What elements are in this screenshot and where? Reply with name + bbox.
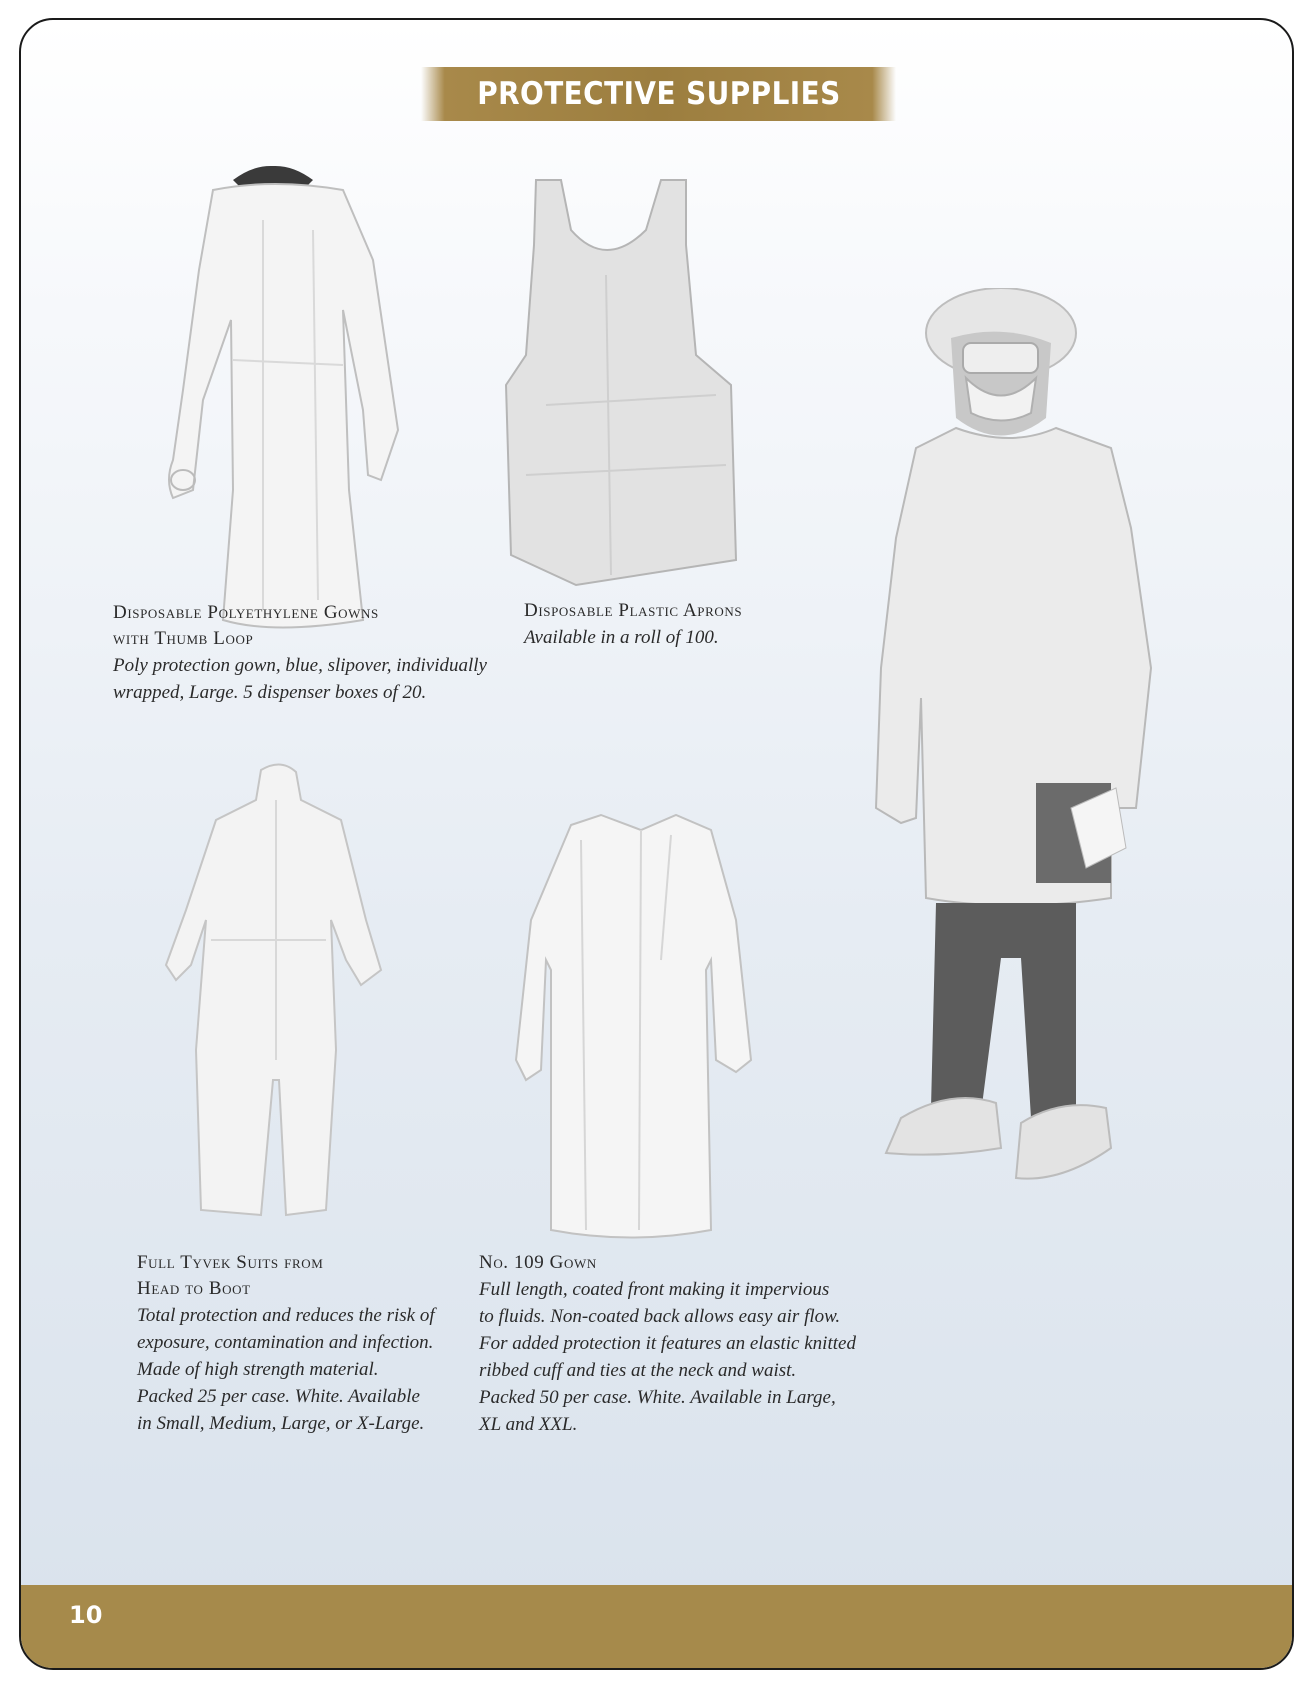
product-desc-line: to fluids. Non-coated back allows easy air flow. [479,1306,841,1327]
product-caption-plastic-aprons [524,598,742,651]
product-name-line: Disposable Plastic Aprons [524,600,743,621]
product-caption-polyethylene-gowns [113,600,487,706]
tyvek-suit-image [161,760,401,1230]
page-title: PROTECTIVE SUPPLIES [476,76,841,112]
product-desc-line: Packed 25 per case. White. Available [137,1386,420,1407]
product-desc-line: wrapped, Large. 5 dispenser boxes of 20. [113,682,427,703]
product-name-line: with Thumb Loop [113,628,254,649]
product-caption-no-109-gown [479,1250,856,1438]
page-number: 10 [69,1601,103,1629]
title-banner [421,67,896,121]
product-desc-line: For added protection it features an elastic knitted [479,1333,856,1354]
product-desc-line: Total protection and reduces the risk of [137,1305,435,1326]
product-name-line: Head to Boot [137,1278,251,1299]
no-109-gown-image [511,810,771,1250]
footer-bar [21,1585,1292,1670]
product-desc-line: Full length, coated front making it impervious [479,1279,830,1300]
product-desc-line: Packed 50 per case. White. Available in Large, [479,1387,836,1408]
product-desc-line: XL and XXL. [479,1414,578,1435]
product-desc-line: ribbed cuff and ties at the neck and waist. [479,1360,797,1381]
product-caption-tyvek-suits [137,1250,435,1437]
product-desc-line: Made of high strength material. [137,1359,379,1380]
page-frame [19,18,1294,1670]
product-name-line: Disposable Polyethylene Gowns [113,602,379,623]
product-name-line: No. 109 Gown [479,1252,597,1273]
product-desc-line: in Small, Medium, Large, or X-Large. [137,1413,425,1434]
product-desc-line: Available in a roll of 100. [524,627,719,648]
product-name-line: Full Tyvek Suits from [137,1252,324,1273]
product-desc-line: exposure, contamination and infection. [137,1332,434,1353]
plastic-apron-image [486,175,746,595]
person-in-protective-gear-image [861,288,1171,1268]
product-desc-line: Poly protection gown, blue, slipover, individually [113,655,487,676]
polyethylene-gown-image [113,160,443,640]
